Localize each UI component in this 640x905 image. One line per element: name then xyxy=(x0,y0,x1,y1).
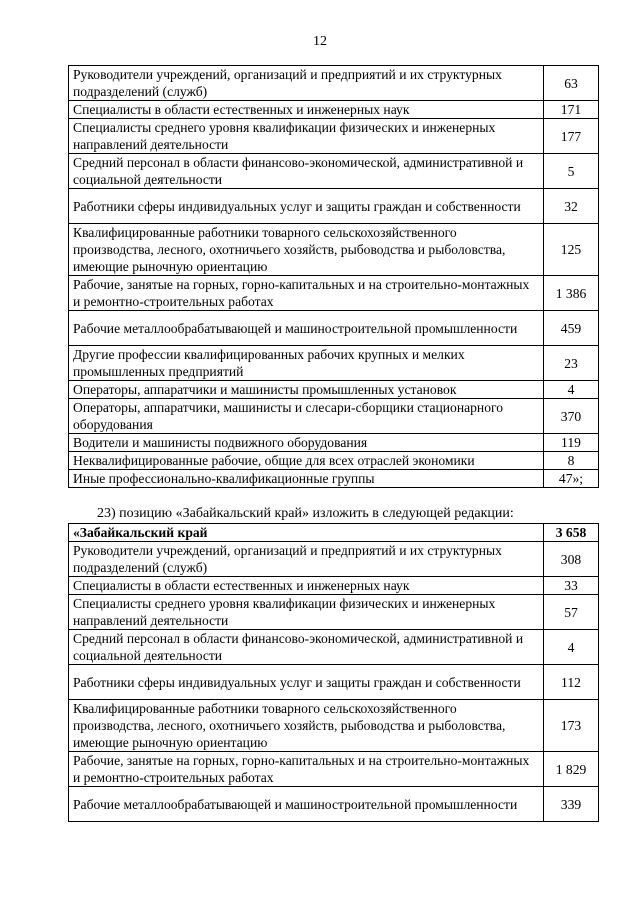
table-row xyxy=(69,189,599,224)
occupation-label: Специалисты в области естественных и инженерных наук xyxy=(69,577,544,595)
table-row xyxy=(69,787,599,822)
occupation-label: Работники сферы индивидуальных услуг и защиты граждан и собственности xyxy=(69,665,544,700)
table-row xyxy=(69,346,599,381)
occupation-table-2 xyxy=(68,523,599,822)
occupation-value: 171 xyxy=(544,101,599,119)
occupation-value: 32 xyxy=(544,189,599,224)
occupation-value: 125 xyxy=(544,224,599,276)
occupation-value: 63 xyxy=(544,66,599,101)
occupation-label: Квалифицированные работники товарного сельскохозяйственного производства, лесного, охотничьего хозяйств, рыбоводства и рыболовства, имеющие рыночную ориентацию xyxy=(69,700,544,752)
occupation-label: Рабочие, занятые на горных, горно-капитальных и на строительно-монтажных и ремонтно-строительных работах xyxy=(69,752,544,787)
page-number: 12 xyxy=(313,34,327,49)
occupation-label: Операторы, аппаратчики, машинисты и слесари-сборщики стационарного оборудования xyxy=(69,399,544,434)
table-row xyxy=(69,434,599,452)
occupation-label: Средний персонал в области финансово-экономической, административной и социальной деятельности xyxy=(69,630,544,665)
table-row xyxy=(69,542,599,577)
occupation-value: 8 xyxy=(544,452,599,470)
table-row xyxy=(69,752,599,787)
occupation-label: Специалисты среднего уровня квалификации физических и инженерных направлений деятельности xyxy=(69,595,544,630)
occupation-label: Рабочие металлообрабатывающей и машиностроительной промышленности xyxy=(69,787,544,822)
region-name: «Забайкальский край xyxy=(69,524,544,542)
occupation-value: 1 386 xyxy=(544,276,599,311)
table-row xyxy=(69,224,599,276)
occupation-value: 57 xyxy=(544,595,599,630)
table-row xyxy=(69,665,599,700)
region-total: 3 658 xyxy=(544,524,599,542)
table-row xyxy=(69,399,599,434)
occupation-label: Рабочие металлообрабатывающей и машиностроительной промышленности xyxy=(69,311,544,346)
table-row xyxy=(69,119,599,154)
occupation-label: Другие профессии квалифицированных рабочих крупных и мелких промышленных предприятий xyxy=(69,346,544,381)
occupation-value: 4 xyxy=(544,381,599,399)
occupation-value: 112 xyxy=(544,665,599,700)
occupation-value: 4 xyxy=(544,630,599,665)
table-row xyxy=(69,452,599,470)
occupation-table-1 xyxy=(68,65,599,488)
table-row xyxy=(69,101,599,119)
occupation-value: 308 xyxy=(544,542,599,577)
occupation-value: 177 xyxy=(544,119,599,154)
occupation-value: 339 xyxy=(544,787,599,822)
occupation-value: 370 xyxy=(544,399,599,434)
table-row xyxy=(69,595,599,630)
table-row xyxy=(69,630,599,665)
table-row xyxy=(69,154,599,189)
occupation-value: 47»; xyxy=(544,470,599,488)
table-row xyxy=(69,311,599,346)
table-row xyxy=(69,381,599,399)
occupation-value: 173 xyxy=(544,700,599,752)
amendment-paragraph: 23) позицию «Забайкальский край» изложить в следующей редакции: xyxy=(97,506,514,521)
occupation-value: 5 xyxy=(544,154,599,189)
occupation-label: Операторы, аппаратчики и машинисты промышленных установок xyxy=(69,381,544,399)
occupation-label: Водители и машинисты подвижного оборудования xyxy=(69,434,544,452)
occupation-value: 119 xyxy=(544,434,599,452)
occupation-label: Средний персонал в области финансово-экономической, административной и социальной деятельности xyxy=(69,154,544,189)
occupation-label: Рабочие, занятые на горных, горно-капитальных и на строительно-монтажных и ремонтно-строительных работах xyxy=(69,276,544,311)
occupation-label: Руководители учреждений, организаций и предприятий и их структурных подразделений (служб) xyxy=(69,66,544,101)
occupation-value: 1 829 xyxy=(544,752,599,787)
table-row xyxy=(69,700,599,752)
occupation-label: Работники сферы индивидуальных услуг и защиты граждан и собственности xyxy=(69,189,544,224)
occupation-label: Иные профессионально-квалификационные группы xyxy=(69,470,544,488)
table-row xyxy=(69,577,599,595)
occupation-value: 33 xyxy=(544,577,599,595)
occupation-label: Специалисты в области естественных и инженерных наук xyxy=(69,101,544,119)
occupation-value: 23 xyxy=(544,346,599,381)
occupation-label: Специалисты среднего уровня квалификации физических и инженерных направлений деятельности xyxy=(69,119,544,154)
region-header-row xyxy=(69,524,599,542)
table-row xyxy=(69,470,599,488)
occupation-label: Руководители учреждений, организаций и предприятий и их структурных подразделений (служб) xyxy=(69,542,544,577)
table-row xyxy=(69,276,599,311)
occupation-value: 459 xyxy=(544,311,599,346)
occupation-label: Неквалифицированные рабочие, общие для всех отраслей экономики xyxy=(69,452,544,470)
occupation-label: Квалифицированные работники товарного сельскохозяйственного производства, лесного, охотничьего хозяйств, рыбоводства и рыболовства, имеющие рыночную ориентацию xyxy=(69,224,544,276)
table-row xyxy=(69,66,599,101)
